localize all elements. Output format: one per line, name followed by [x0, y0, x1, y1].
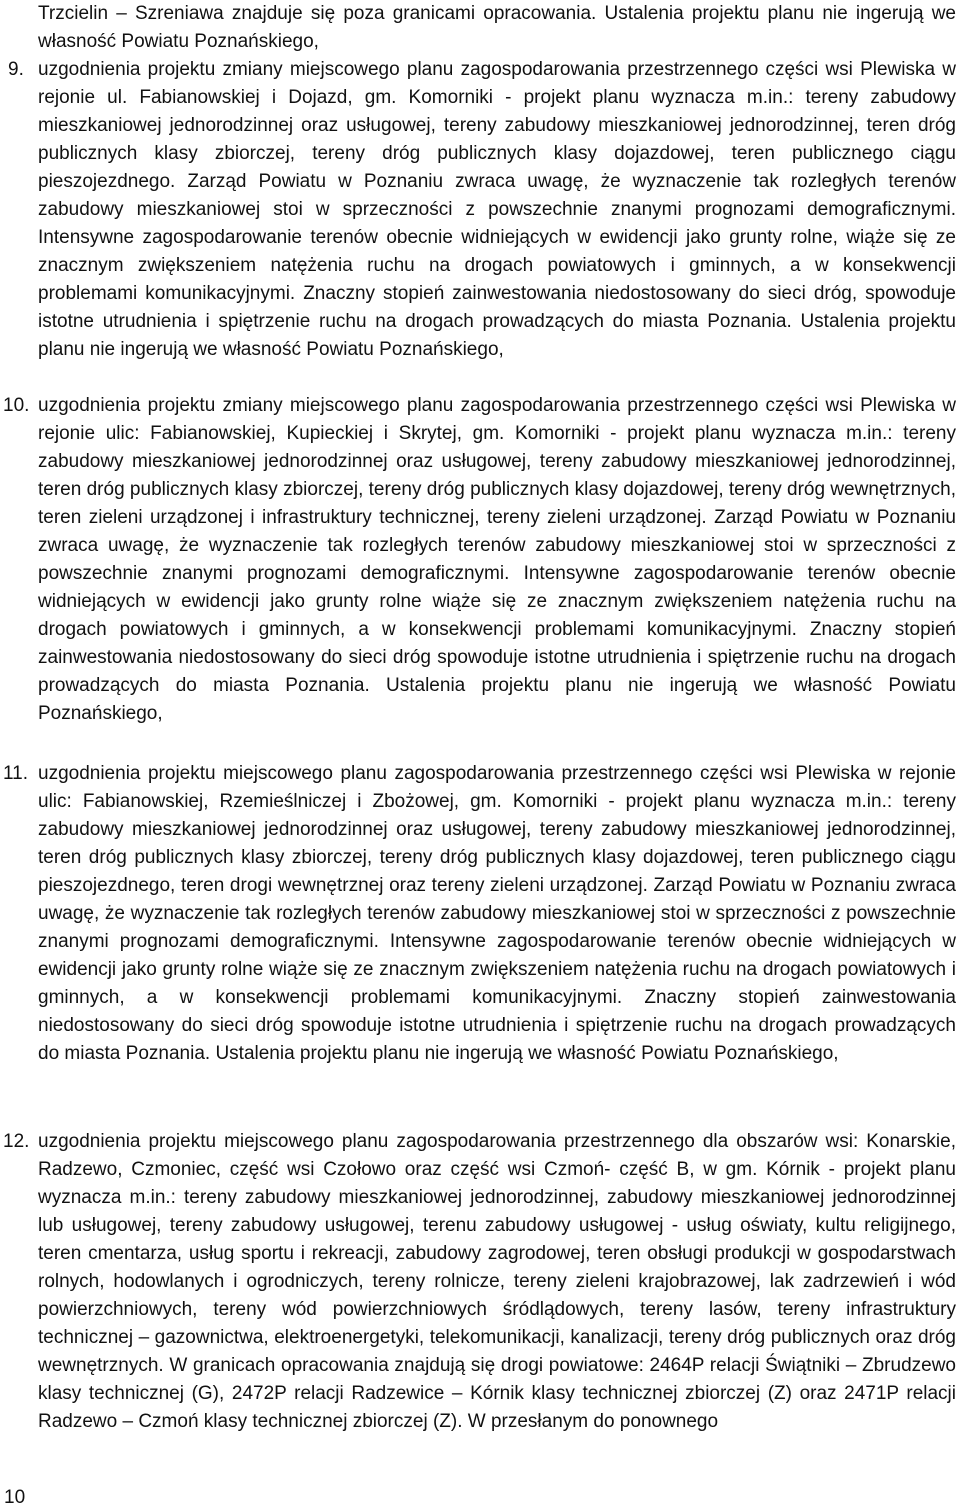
list-item-text: uzgodnienia projektu zmiany miejscowego planu zagospodarowania przestrzennego części wsi Plewiska w rejonie ul. Fabianowskiej i Dojazd, gm. Komorniki - projekt planu wyznacza m.in.: tereny zabudowy mieszkaniowej jednorodzinnej oraz usługowej, tereny zabudowy mieszkaniowej jednorodzinnej, teren dróg publicznych klasy zbiorczej, tereny dróg publicznych klasy dojazdowej, teren publicznego ciągu pieszojezdnego. Zarząd Powiatu w Poznaniu zwraca uwagę, że wyznaczenie tak rozległych terenów zabudowy mieszkaniowej stoi w sprzeczności z powszechnie znanymi prognozami demograficznymi. Intensywne zagospodarowanie terenów obecnie widniejących w ewidencji jako grunty rolne, wiąże się ze znacznym zwiększeniem natężenia ruchu na drogach powiatowych i gminnych, a w konsekwencji problemami komunikacyjnymi. Znaczny stopień zainwestowania niedostosowany do sieci dróg, spowoduje istotne utrudnienia i spiętrzenie ruchu na drogach prowadzących do miasta Poznania. Ustalenia projektu planu nie ingerują we własność Powiatu Poznańskiego,	[38, 59, 956, 360]
intro-paragraph: Trzcielin – Szreniawa znajduje się poza granicami opracowania. Ustalenia projektu planu nie ingerują we własność Powiatu Poznańskiego,	[38, 3, 956, 52]
list-item-text: uzgodnienia projektu miejscowego planu zagospodarowania przestrzennego części wsi Plewiska w rejonie ulic: Fabianowskiej, Rzemieślniczej i Zbożowej, gm. Komorniki - projekt planu wyznacza m.in.: tereny zabudowy mieszkaniowej jednorodzinnej oraz usługowej, tereny zabudowy mieszkaniowej jednorodzinnej, teren dróg publicznych klasy zbiorczej, tereny dróg publicznych klasy dojazdowej, teren publicznego ciągu pieszojezdnego, teren drogi wewnętrznej oraz tereny zieleni urządzonej. Zarząd Powiatu w Poznaniu zwraca uwagę, że wyznaczenie tak rozległych terenów zabudowy mieszkaniowej stoi w sprzeczności z powszechnie znanymi prognozami demograficznymi. Intensywne zagospodarowanie terenów obecnie widniejących w ewidencji jako grunty rolne wiąże się ze znacznym zwiększeniem natężenia ruchu na drogach powiatowych i gminnych, a w konsekwencji problemami komunikacyjnymi. Znaczny stopień zainwestowania niedostosowany do sieci dróg spowoduje istotne utrudnienia i spiętrzenie ruchu na drogach prowadzących do miasta Poznania. Ustalenia projektu planu nie ingerują we własność Powiatu Poznańskiego,	[38, 763, 956, 1064]
list-item-text: uzgodnienia projektu zmiany miejscowego planu zagospodarowania przestrzennego części wsi Plewiska w rejonie ulic: Fabianowskiej, Kupieckiej i Skrytej, gm. Komorniki - projekt planu wyznacza m.in.: tereny zabudowy mieszkaniowej jednorodzinnej oraz usługowej, tereny zabudowy mieszkaniowej jednorodzinnej, teren dróg publicznych klasy zbiorczej, tereny dróg publicznych klasy dojazdowej, tereny dróg wewnętrznych, teren zieleni urządzonej i infrastruktury technicznej, tereny zieleni urządzonej. Zarząd Powiatu w Poznaniu zwraca uwagę, że wyznaczenie tak rozległych terenów zabudowy mieszkaniowej stoi w sprzeczności z powszechnie znanymi prognozami demograficznymi. Intensywne zagospodarowanie terenów obecnie widniejących w ewidencji jako grunty rolne wiąże się ze znacznym zwiększeniem natężenia ruchu na drogach powiatowych i gminnych, a w konsekwencji problemami komunikacyjnymi. Znaczny stopień zainwestowania niedostosowany do sieci dróg spowoduje istotne utrudnienia i spiętrzenie ruchu na drogach prowadzących do miasta Poznania. Ustalenia projektu planu nie ingerują we własność Powiatu Poznańskiego,	[38, 395, 956, 724]
list-item-number: 11.	[3, 763, 29, 784]
list-item-number: 10.	[3, 395, 30, 416]
list-item-number: 9.	[8, 59, 24, 80]
list-item-text: uzgodnienia projektu miejscowego planu zagospodarowania przestrzennego dla obszarów wsi: Konarskie, Radzewo, Czmoniec, część wsi Czołowo oraz część wsi Czmoń- część B, w gm. Kórnik - projekt planu wyznacza m.in.: tereny zabudowy mieszkaniowej jednorodzinnej, zabudowy mieszkaniowej jednorodzinnej lub usługowej, tereny zabudowy usługowej, terenu zabudowy usługowej - usług oświaty, kultu religijnego, teren cmentarza, usług sportu i rekreacji, zabudowy zagrodowej, teren obsługi produkcji w gospodarstwach rolnych, hodowlanych i ogrodniczych, tereny rolnicze, tereny zieleni krajobrazowej, lak zadrzewień i wód powierzchniowych, tereny wód powierzchniowych śródlądowych, tereny lasów, tereny infrastruktury technicznej – gazownictwa, elektroenergetyki, telekomunikacji, kanalizacji, tereny dróg publicznych oraz dróg wewnętrznych. W granicach opracowania znajdują się drogi powiatowe: 2464P relacji Świątniki – Zbrudzewo klasy technicznej (G), 2472P relacji Radzewice – Kórnik klasy technicznej zbiorczej (Z) oraz 2471P relacji Radzewo – Czmoń klasy technicznej zbiorczej (Z). W przesłanym do ponownego	[38, 1131, 956, 1432]
list-item-number: 12.	[3, 1131, 30, 1152]
page-number: 10	[4, 1487, 26, 1508]
